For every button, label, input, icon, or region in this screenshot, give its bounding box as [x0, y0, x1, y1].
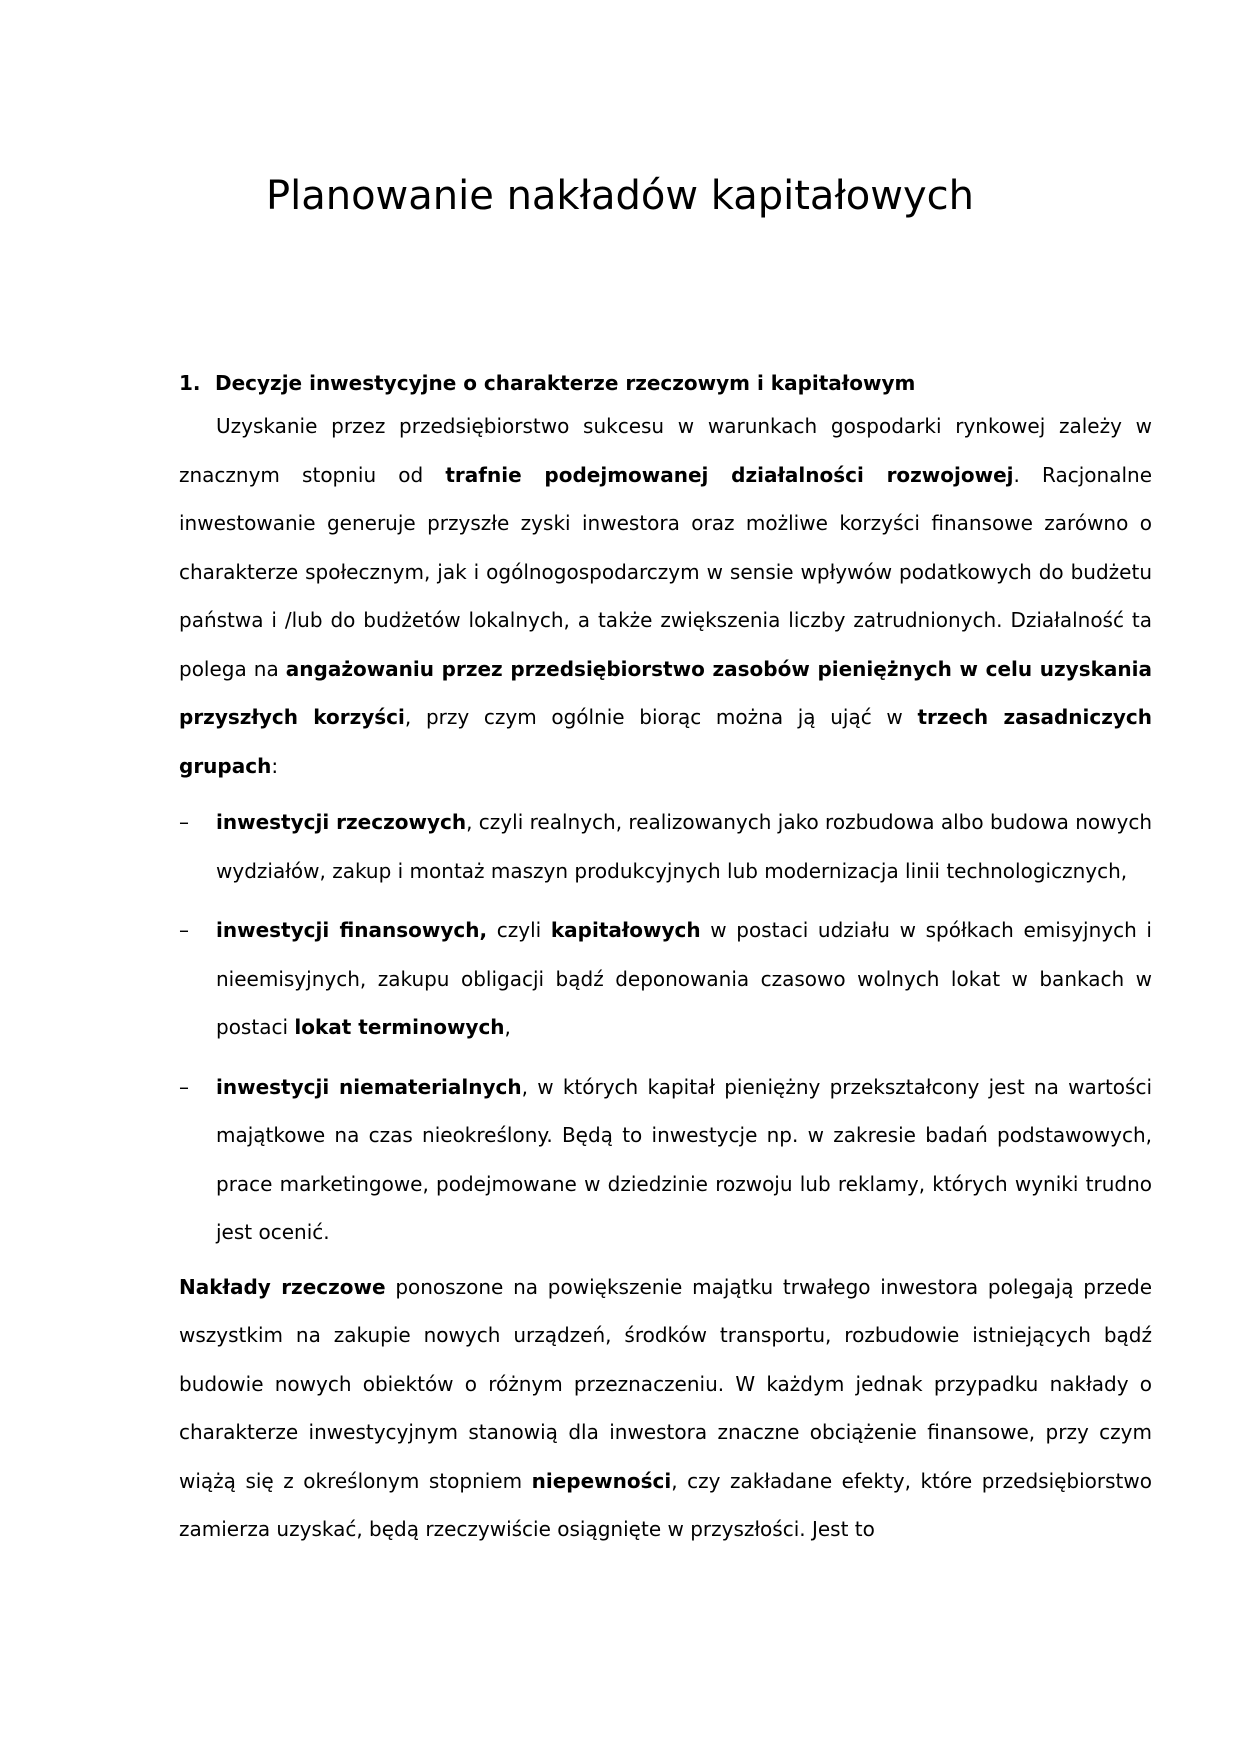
bold-run: niepewności	[531, 1468, 672, 1493]
bold-run: angażowaniu przez przedsiębiorstwo zasobów pieniężnych w celu uzyskania przyszłych korzyści	[179, 656, 1153, 729]
section-number: 1.	[179, 371, 201, 395]
bold-run: trzech zasadniczych grupach	[179, 705, 1153, 778]
section-heading	[179, 368, 1152, 398]
dash-bullet: –	[179, 918, 189, 942]
text-run: w postaci udziału w spółkach emisyjnych i nieemisyjnych, zakupu obligacji bądź deponowania czasowo wolnych lokat w bankach w postaci	[216, 918, 1152, 1039]
section-heading-text: Decyzje inwestycyjne o charakterze rzeczowym i kapitałowym	[215, 371, 916, 395]
bold-run: trafnie podejmowanej działalności rozwojowej	[445, 462, 1014, 487]
bold-run: Nakłady rzeczowe	[179, 1274, 386, 1299]
text-run: , czy zakładane efekty, które przedsiębiorstwo zamierza uzyskać, będą rzeczywiście osiągnięte w przyszłości. Jest to	[179, 1468, 1152, 1541]
list-item	[179, 1063, 1152, 1257]
text-run: Uzyskanie przez przedsiębiorstwo sukcesu w warunkach gospodarki rynkowej zależy w znacznym stopniu od	[179, 414, 1152, 487]
text-run: , przy czym ogólnie biorąc można ją ująć w	[404, 705, 918, 729]
dash-bullet: –	[179, 1074, 189, 1099]
dash-bullet: –	[179, 810, 189, 834]
investment-types-list	[179, 798, 1152, 1257]
closing-paragraph	[179, 1263, 1152, 1554]
text-run: . Racjonalne inwestowanie generuje przyszłe zyski inwestora oraz możliwe korzyści finansowe zarówno o charakterze społecznym, jak i ogólnogospodarczym w sensie wpływów podatkowych do budżetu państwa i /lub do budżetów lokalnych, a także zwiększenia liczby zatrudnionych. Działalność ta polega na	[179, 462, 1152, 681]
bold-run: inwestycji rzeczowych	[216, 810, 467, 834]
bold-run: inwestycji finansowych,	[216, 918, 488, 942]
list-item	[179, 906, 1152, 1052]
text-run: :	[271, 753, 279, 778]
text-run: czyli	[487, 918, 551, 942]
document-title: Planowanie nakładów kapitałowych	[265, 173, 975, 219]
bold-run: inwestycji niematerialnych	[216, 1074, 522, 1099]
document-body	[179, 368, 1152, 1554]
bold-run: kapitałowych	[550, 918, 701, 942]
text-run: ,	[504, 1015, 511, 1039]
intro-paragraph	[179, 402, 1152, 790]
bold-run: lokat terminowych	[294, 1015, 505, 1039]
list-item	[179, 798, 1152, 895]
text-run: , czyli realnych, realizowanych jako rozbudowa albo budowa nowych wydziałów, zakup i montaż maszyn produkcyjnych lub modernizacja linii technologicznych,	[216, 810, 1153, 883]
text-run: , w których kapitał pieniężny przekształcony jest na wartości majątkowe na czas nieokreślony. Będą to inwestycje np. w zakresie badań podstawowych, prace marketingowe, podejmowane w dziedzinie rozwoju lub reklamy, których wyniki trudno jest ocenić.	[216, 1074, 1152, 1244]
text-run: ponoszone na powiększenie majątku trwałego inwestora polegają przede wszystkim na zakupie nowych urządzeń, środków transportu, rozbudowie istniejących bądź budowie nowych obiektów o różnym przeznaczeniu. W każdym jednak przypadku nakłady o charakterze inwestycyjnym stanowią dla inwestora znaczne obciążenie finansowe, przy czym wiążą się z określonym stopniem	[179, 1274, 1152, 1493]
